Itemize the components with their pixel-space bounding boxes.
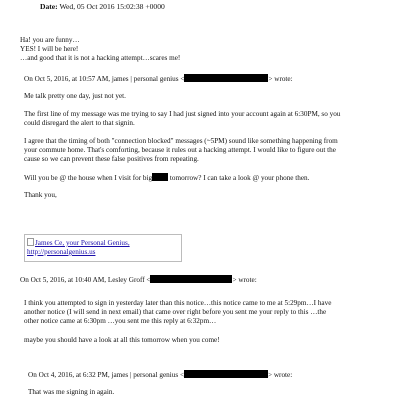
date-value: Wed, 05 Oct 2016 15:02:38 +0000	[59, 2, 165, 11]
quote3-attribution	[28, 370, 292, 380]
quote2-paragraph-1-line-2: another notice (I will send in next email) that came over right before you sent me your reply to this …the	[24, 308, 327, 316]
quote2-attribution	[20, 275, 257, 285]
thanks-line: Thank you,	[24, 191, 57, 199]
attribution-suffix: > wrote:	[268, 75, 293, 83]
reply-line-2: YES! I will be here!	[20, 45, 79, 53]
date-label: Date:	[40, 2, 58, 11]
quote1-paragraph-4	[24, 173, 309, 183]
quote1-paragraph-3-line-3: cause so we can prevent these false positives from repeating.	[24, 155, 199, 163]
quote3-paragraph-1: That was me signing in again.	[28, 388, 115, 396]
redacted-email	[184, 74, 268, 82]
quote2-paragraph-1-line-1: I think you attempted to sign in yesterday later than this notice…this notice came to me at 5:29pm…I have	[24, 299, 332, 307]
reply-line-1: Ha! you are funny…	[20, 36, 80, 44]
broken-image-icon	[27, 238, 34, 246]
quote1-paragraph-2-line-2: could disregard the alert to that signin.	[24, 119, 135, 127]
question-text: Will you be @ the house when I visit for big	[24, 174, 153, 182]
redacted-email	[150, 275, 232, 283]
attribution-suffix: > wrote:	[232, 276, 257, 284]
date-header	[40, 2, 165, 12]
quote1-attribution	[24, 74, 293, 84]
signature-line-1: James Ce, your Personal Genius,	[35, 239, 130, 247]
quote2-paragraph-1-line-3: other notice came at 6:30pm …you sent me this reply at 6:32pm…	[24, 317, 217, 325]
signature-line-2: http://personalgenius.us	[27, 248, 96, 256]
quote2-paragraph-2: maybe you should have a look at all this tomorrow when you come!	[24, 336, 220, 344]
question-text-end: tomorrow? I can take a look @ your phone then.	[168, 174, 310, 182]
attribution-text: On Oct 5, 2016, at 10:40 AM, Lesley Groff <	[20, 276, 151, 284]
redacted-word	[152, 173, 168, 181]
quote1-paragraph-3-line-2: your commute home. That's comforting, because it rules out a hacking attempt. I would like to figure out the	[24, 146, 336, 154]
quote1-paragraph-1: Me talk pretty one day, just not yet.	[24, 92, 126, 100]
reply-line-3: …and good that it is not a hacking attempt…scares me!	[20, 54, 181, 62]
redacted-email	[184, 370, 268, 378]
attribution-suffix: > wrote:	[268, 371, 293, 379]
signature-link[interactable]	[24, 234, 182, 262]
quote1-paragraph-2-line-1: The first line of my message was me trying to say I had just signed into your account again at 6:30PM, so you	[24, 110, 341, 118]
quote1-paragraph-3-line-1: I agree that the timing of both "connection blocked" messages (~5PM) sound like something happening from	[24, 137, 338, 145]
attribution-text: On Oct 4, 2016, at 6:32 PM, james | personal genius <	[28, 371, 185, 379]
attribution-text: On Oct 5, 2016, at 10:57 AM, james | personal genius <	[24, 75, 185, 83]
